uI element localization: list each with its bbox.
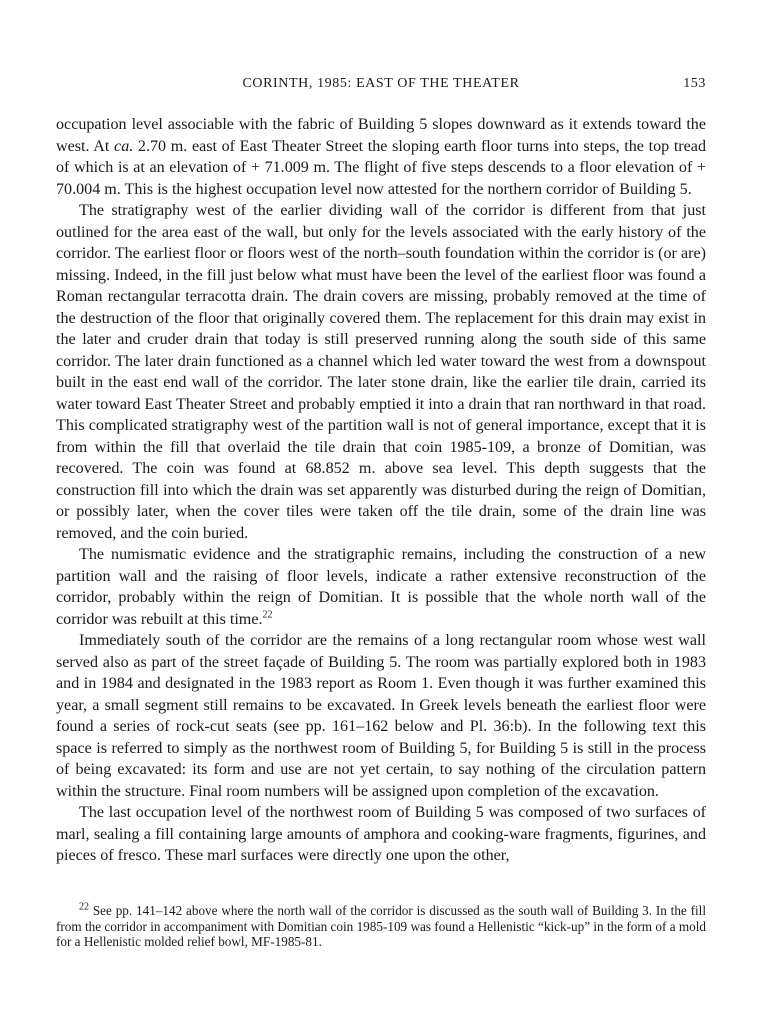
text-run: The numismatic evidence and the stratigraphic remains, including the construction of a new partition wall and the raising of floor levels, indicate a rather extensive reconstruction of the corridor, probably within the reign of Domitian. It is possible that the whole north wall of the corridor was rebuilt at this time. — [56, 546, 706, 628]
running-title: CORINTH, 1985: EAST OF THE THEATER — [242, 76, 520, 91]
paragraph — [56, 114, 706, 200]
footnote-marker: 22 — [79, 901, 89, 913]
text-run-italic: ca. — [114, 137, 134, 155]
paragraph — [56, 544, 706, 630]
running-header — [56, 76, 706, 96]
footnote-ref: 22 — [262, 609, 273, 621]
footnote-text: See pp. 141–142 above where the north wall of the corridor is discussed as the south wall of Building 3. In the fill from the corridor in accompaniment with Domitian coin 1985-109 was found a Hellenistic “kick-up” in the form of a mold for a Hellenistic molded relief bowl, MF-1985-81. — [56, 903, 706, 949]
page-number: 153 — [683, 76, 706, 91]
body-text — [56, 114, 706, 867]
text-run: Immediately south of the corridor are the remains of a long rectangular room whose west wall served also as part of the street façade of Building 5. The room was partially explored both in 1983 and in 1984 and designated in the 1983 report as Room 1. Even though it was further examined this year, a small segment still remains to be excavated. In Greek levels beneath the earliest floor were found a series of rock-cut seats (see pp. 161–162 below and Pl. 36:b). In the following text this space is referred to simply as the northwest room of Building 5, for Building 5 is still in the process of being excavated: its form and use are not yet certain, to say nothing of the circulation pattern within the structure. Final room numbers will be assigned upon completion of the excavation. — [56, 632, 706, 800]
text-run: The stratigraphy west of the earlier dividing wall of the corridor is different from that just outlined for the area east of the wall, but only for the levels associated with the early history of the corridor. The earliest floor or floors west of the north–south foundation within the corridor is (or are) missing. Indeed, in the fill just below what must have been the level of the earliest floor was found a Roman rectangular terracotta drain. The drain covers are missing, probably removed at the time of the destruction of the floor that originally covered them. The replacement for this drain may exist in the later and cruder drain that today is still preserved running along the south side of this same corridor. The later drain functioned as a channel which led water toward the west from a downspout built in the east end wall of the corridor. The later stone drain, like the earlier tile drain, carried its water toward East Theater Street and probably emptied it into a drain that ran northward in that road. This complicated stratigraphy west of the partition wall is not of general importance, except that it is from within the fill that overlaid the tile drain that coin 1985-109, a bronze of Domitian, was recovered. The coin was found at 68.852 m. above sea level. This depth suggests that the construction fill into which the drain was set apparently was disturbed during the reign of Domitian, or possibly later, when the cover tiles were taken off the tile drain, some of the drain line was removed, and the coin buried. — [56, 202, 706, 542]
footnote — [56, 903, 706, 950]
paragraph — [56, 200, 706, 544]
text-run: The last occupation level of the northwest room of Building 5 was composed of two surfaces of marl, sealing a fill containing large amounts of amphora and cooking-ware fragments, figurines, and pieces of fresco. These marl surfaces were directly one upon the other, — [56, 804, 706, 864]
footnotes — [56, 903, 706, 950]
text-run: occupation level associable with the fabric of Building 5 slopes downward as it extends toward the west. At — [56, 116, 706, 155]
paragraph — [56, 802, 706, 867]
paragraph — [56, 630, 706, 802]
text-run: 2.70 m. east of East Theater Street the sloping earth floor turns into steps, the top tread of which is at an elevation of + 71.009 m. The flight of five steps descends to a floor elevation of + 70.004 m. This is the highest occupation level now attested for the northern corridor of Building 5. — [56, 137, 706, 198]
